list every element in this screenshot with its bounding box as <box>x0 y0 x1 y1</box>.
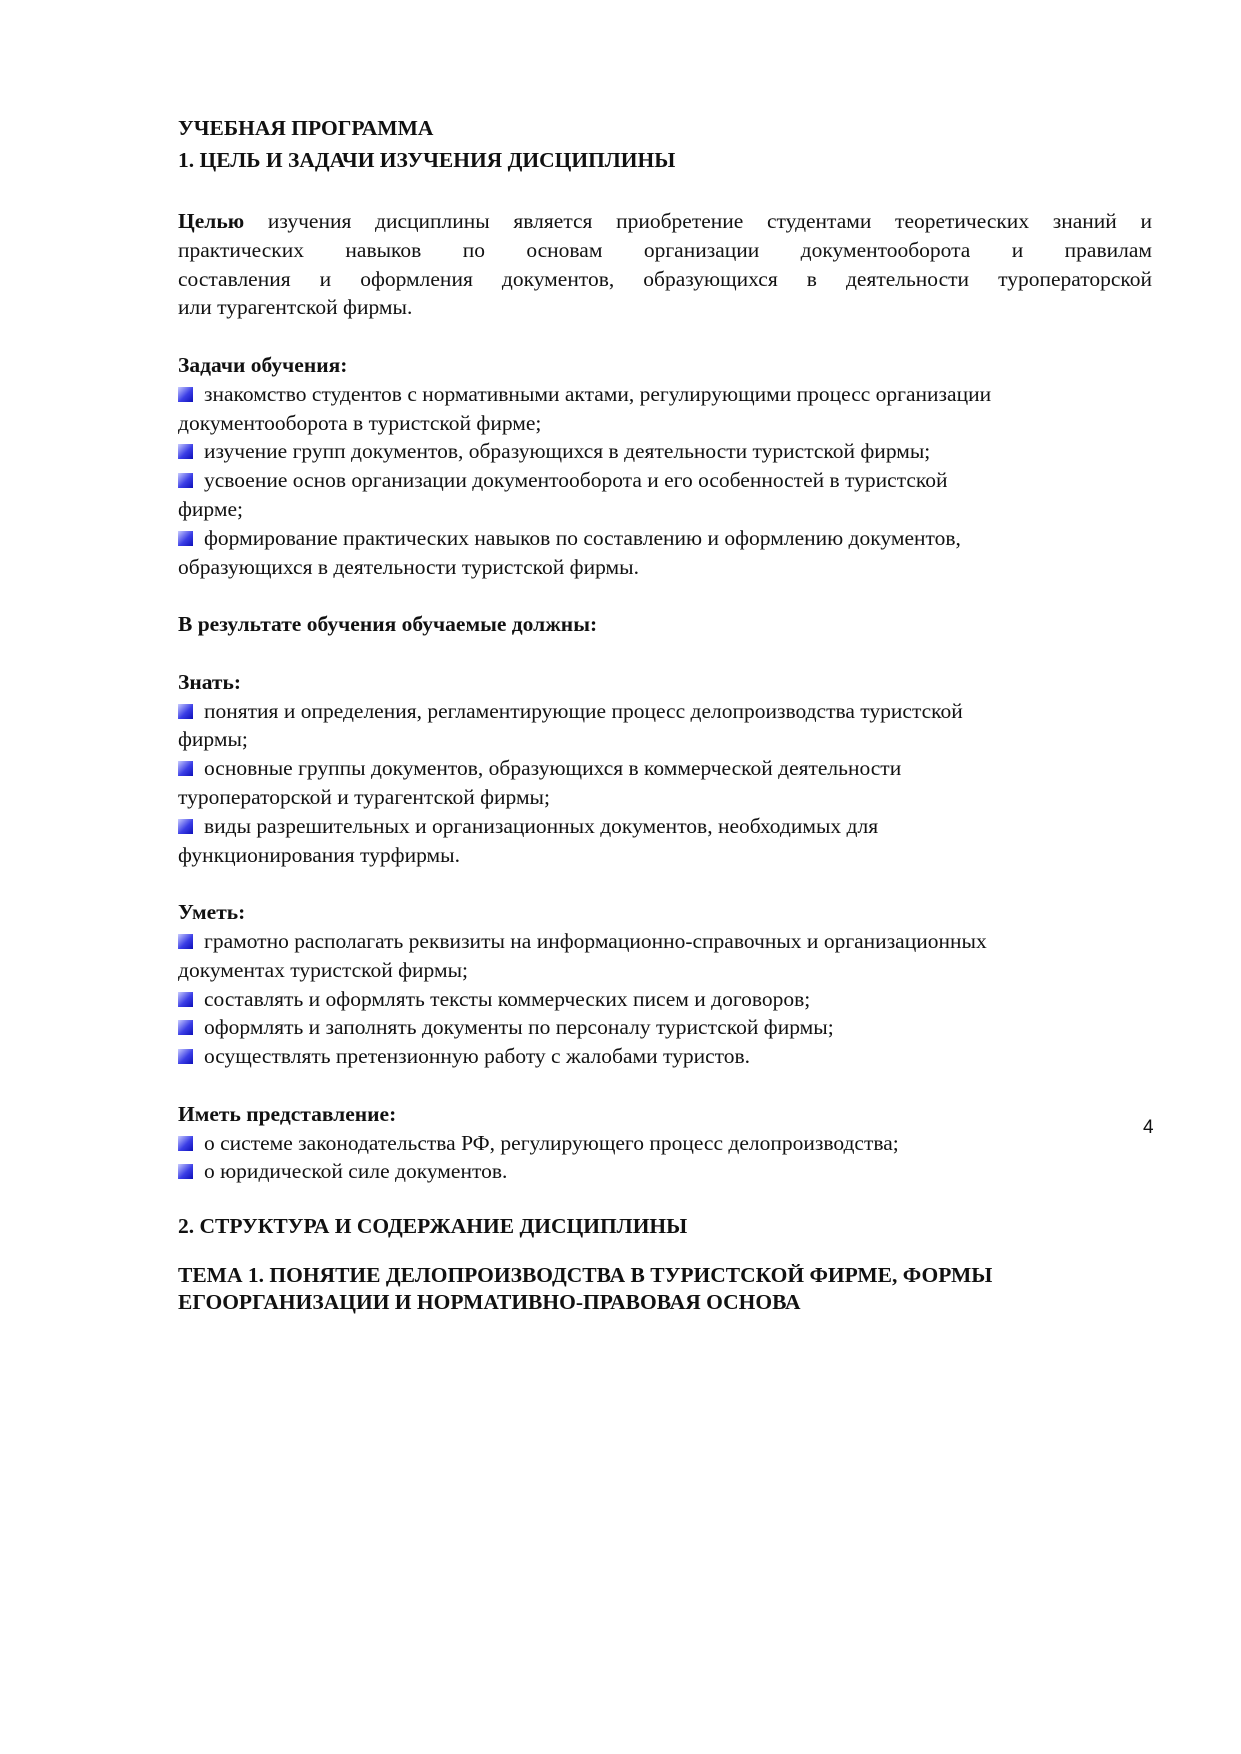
square-bullet-icon <box>178 1020 193 1035</box>
can-heading: Уметь: <box>178 900 246 925</box>
know-section: Знать: понятия и определения, регламентирующие процесс делопроизводства туристской фирмы; основные группы документов, образующихся в коммерческой деятельности туроператорской и турагентской фирмы; виды разрешительных и организационных документов, необходимых для функционирования турфирмы. <box>178 668 1178 870</box>
tasks-section: Задачи обучения: знакомство студентов с нормативными актами, регулирующими процесс организации документооборота в туристской фирме; изучение групп документов, образующихся в деятельности туристской фирмы; усвоение основ организации документооборота и его особенностей в туристской фирме; формирование практических навыков по составлению и оформлению документов, образующихся в деятельности туристской фирмы. <box>178 351 1178 581</box>
section2-title: 2. СТРУКТУРА И СОДЕРЖАНИЕ ДИСЦИПЛИНЫ <box>178 1214 688 1239</box>
list-item: грамотно располагать реквизиты на информационно-справочных и организационных <box>178 927 1178 956</box>
list-item: осуществлять претензионную работу с жалобами туристов. <box>178 1042 1178 1071</box>
list-item: изучение групп документов, образующихся в деятельности туристской фирмы; <box>178 437 1178 466</box>
topic1-section <box>178 1262 1178 1316</box>
list-item: составлять и оформлять тексты коммерческих писем и договоров; <box>178 985 1178 1014</box>
topic1-title-line1: ТЕМА 1. ПОНЯТИЕ ДЕЛОПРОИЗВОДСТВА В ТУРИСТСКОЙ ФИРМЕ, ФОРМЫ <box>178 1263 993 1288</box>
square-bullet-icon <box>178 992 193 1007</box>
list-item: усвоение основ организации документооборота и его особенностей в туристской <box>178 466 1178 495</box>
list-item: о системе законодательства РФ, регулирующего процесс делопроизводства; <box>178 1129 1178 1158</box>
square-bullet-icon <box>178 819 193 834</box>
list-item: о юридической силе документов. <box>178 1157 1178 1186</box>
tasks-heading: Задачи обучения: <box>178 352 348 377</box>
list-item: виды разрешительных и организационных документов, необходимых для <box>178 812 1178 841</box>
program-title: УЧЕБНАЯ ПРОГРАММА <box>178 116 434 140</box>
square-bullet-icon <box>178 704 193 719</box>
square-bullet-icon <box>178 1164 193 1179</box>
can-section: Уметь: грамотно располагать реквизиты на информационно-справочных и организационных документах туристской фирмы; составлять и оформлять тексты коммерческих писем и договоров; оформлять и заполнять документы по персоналу туристской фирмы; осуществлять претензионную работу с жалобами туристов. <box>178 898 1178 1071</box>
list-item: оформлять и заполнять документы по персоналу туристской фирмы; <box>178 1013 1178 1042</box>
results-heading: В результате обучения обучаемые должны: <box>178 612 598 637</box>
list-item: понятия и определения, регламентирующие процесс делопроизводства туристской <box>178 697 1178 726</box>
document-page <box>178 114 1178 1316</box>
idea-section <box>178 1100 1178 1186</box>
square-bullet-icon <box>178 934 193 949</box>
idea-heading: Иметь представление: <box>178 1101 397 1126</box>
list-item: знакомство студентов с нормативными актами, регулирующими процесс организации <box>178 380 1178 409</box>
topic1-title-line2: ЕГООРГАНИЗАЦИИ И НОРМАТИВНО-ПРАВОВАЯ ОСНОВА <box>178 1290 801 1315</box>
goal-paragraph: Целью изучения дисциплины является приобретение студентами теоретических знаний и практических навыков по основам организации документооборота и правилам составления и оформления документов, образующихся в деятельности туроператорской или турагентской фирмы. <box>178 209 1152 320</box>
square-bullet-icon <box>178 531 193 546</box>
section1-title: 1. ЦЕЛЬ И ЗАДАЧИ ИЗУЧЕНИЯ ДИСЦИПЛИНЫ <box>178 148 676 172</box>
list-item: формирование практических навыков по составлению и оформлению документов, <box>178 524 1178 553</box>
page-number: 4 <box>1143 1117 1154 1138</box>
list-item: основные группы документов, образующихся в коммерческой деятельности <box>178 754 1178 783</box>
know-heading: Знать: <box>178 669 242 694</box>
square-bullet-icon <box>178 1136 193 1151</box>
square-bullet-icon <box>178 387 193 402</box>
square-bullet-icon <box>178 761 193 776</box>
square-bullet-icon <box>178 444 193 459</box>
square-bullet-icon <box>178 1049 193 1064</box>
square-bullet-icon <box>178 473 193 488</box>
goal-bold-word: Целью <box>178 209 245 233</box>
